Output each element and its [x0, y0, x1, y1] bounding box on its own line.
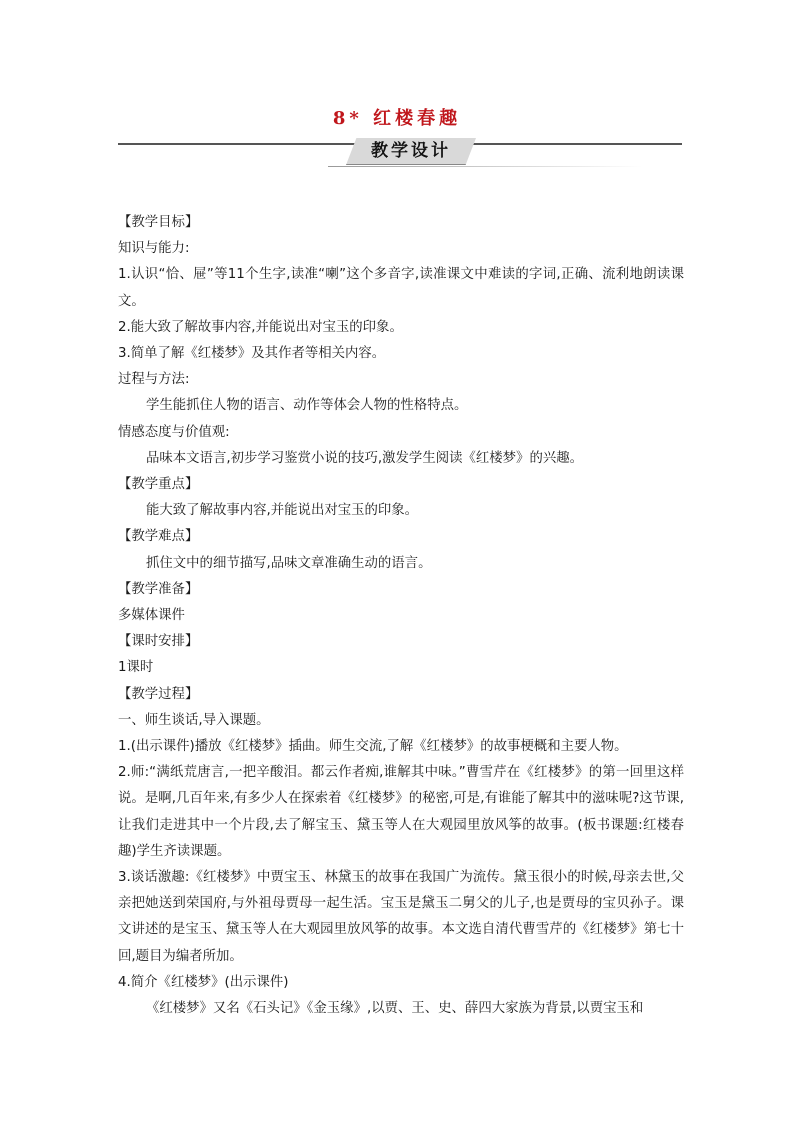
paragraph: 【课时安排】 — [118, 634, 199, 650]
paragraph: 1课时 — [118, 660, 154, 676]
paragraph: 抓住文中的细节描写,品味文章准确生动的语言。 — [146, 555, 432, 571]
paragraph: 3.简单了解《红楼梦》及其作者等相关内容。 — [118, 346, 386, 362]
banner-underline — [328, 166, 642, 167]
paragraph: 1.(出示课件)播放《红楼梦》插曲。师生交流,了解《红楼梦》的故事梗概和主要人物。 — [118, 739, 628, 755]
paragraph: 品味本文语言,初步学习鉴赏小说的技巧,激发学生阅读《红楼梦》的兴趣。 — [146, 450, 584, 466]
paragraph: 4.简介《红楼梦》(出示课件) — [118, 974, 289, 990]
paragraph: 情感态度与价值观: — [118, 424, 230, 440]
paragraph: 3.谈话激趣:《红楼梦》中贾宝玉、林黛玉的故事在我国广为流传。黛玉很小的时候,母亲去世,父亲把她送到荣国府,与外祖母贾母一起生活。宝玉是黛玉二舅父的儿子,也是贾母的宝贝孙子。课文讲述的是宝玉、黛玉等人在大观园里放风筝的故事。本文选自清代曹雪芹的《红楼梦》第七十回,题目为编者所加。 — [118, 870, 684, 964]
paragraph: 过程与方法: — [118, 372, 190, 388]
paragraph: 《红楼梦》又名《石头记》《金玉缘》,以贾、王、史、薛四大家族为背景,以贾宝玉和 — [146, 1001, 644, 1017]
paragraph: 知识与能力: — [118, 241, 190, 257]
banner-label: 教学设计 — [371, 141, 451, 161]
paragraph: 2.师:“满纸荒唐言,一把辛酸泪。都云作者痴,谁解其中味。”曹雪芹在《红楼梦》的第一回里这样说。是啊,几百年来,有多少人在探索着《红楼梦》的秘密,可是,有谁能了解其中的滋味呢?这节课,让我们走进其中一个片段,去了解宝玉、黛玉等人在大观园里放风筝的故事。(板书课题:红楼春趣)学生齐读课题。 — [118, 765, 684, 859]
paragraph: 能大致了解故事内容,并能说出对宝玉的印象。 — [146, 503, 419, 519]
paragraph: 1.认识“恰、屉”等11个生字,读准“喇”这个多音字,读准课文中难读的字词,正确、流利地朗读课文。 — [118, 267, 684, 309]
paragraph: 2.能大致了解故事内容,并能说出对宝玉的印象。 — [118, 319, 403, 335]
paragraph: 【教学过程】 — [118, 686, 199, 702]
paragraph: 【教学重点】 — [118, 477, 199, 493]
paragraph: 多媒体课件 — [118, 608, 185, 624]
document-body — [118, 210, 684, 1022]
paragraph: 学生能抓住人物的语言、动作等体会人物的性格特点。 — [146, 398, 468, 414]
paragraph: 一、师生谈话,导入课题。 — [118, 712, 270, 728]
paragraph: 【教学目标】 — [118, 215, 199, 230]
paragraph: 【教学难点】 — [118, 529, 199, 545]
section-banner — [118, 138, 682, 168]
paragraph: 【教学准备】 — [118, 581, 199, 597]
page-title: 8* 红楼春趣 — [332, 108, 462, 129]
